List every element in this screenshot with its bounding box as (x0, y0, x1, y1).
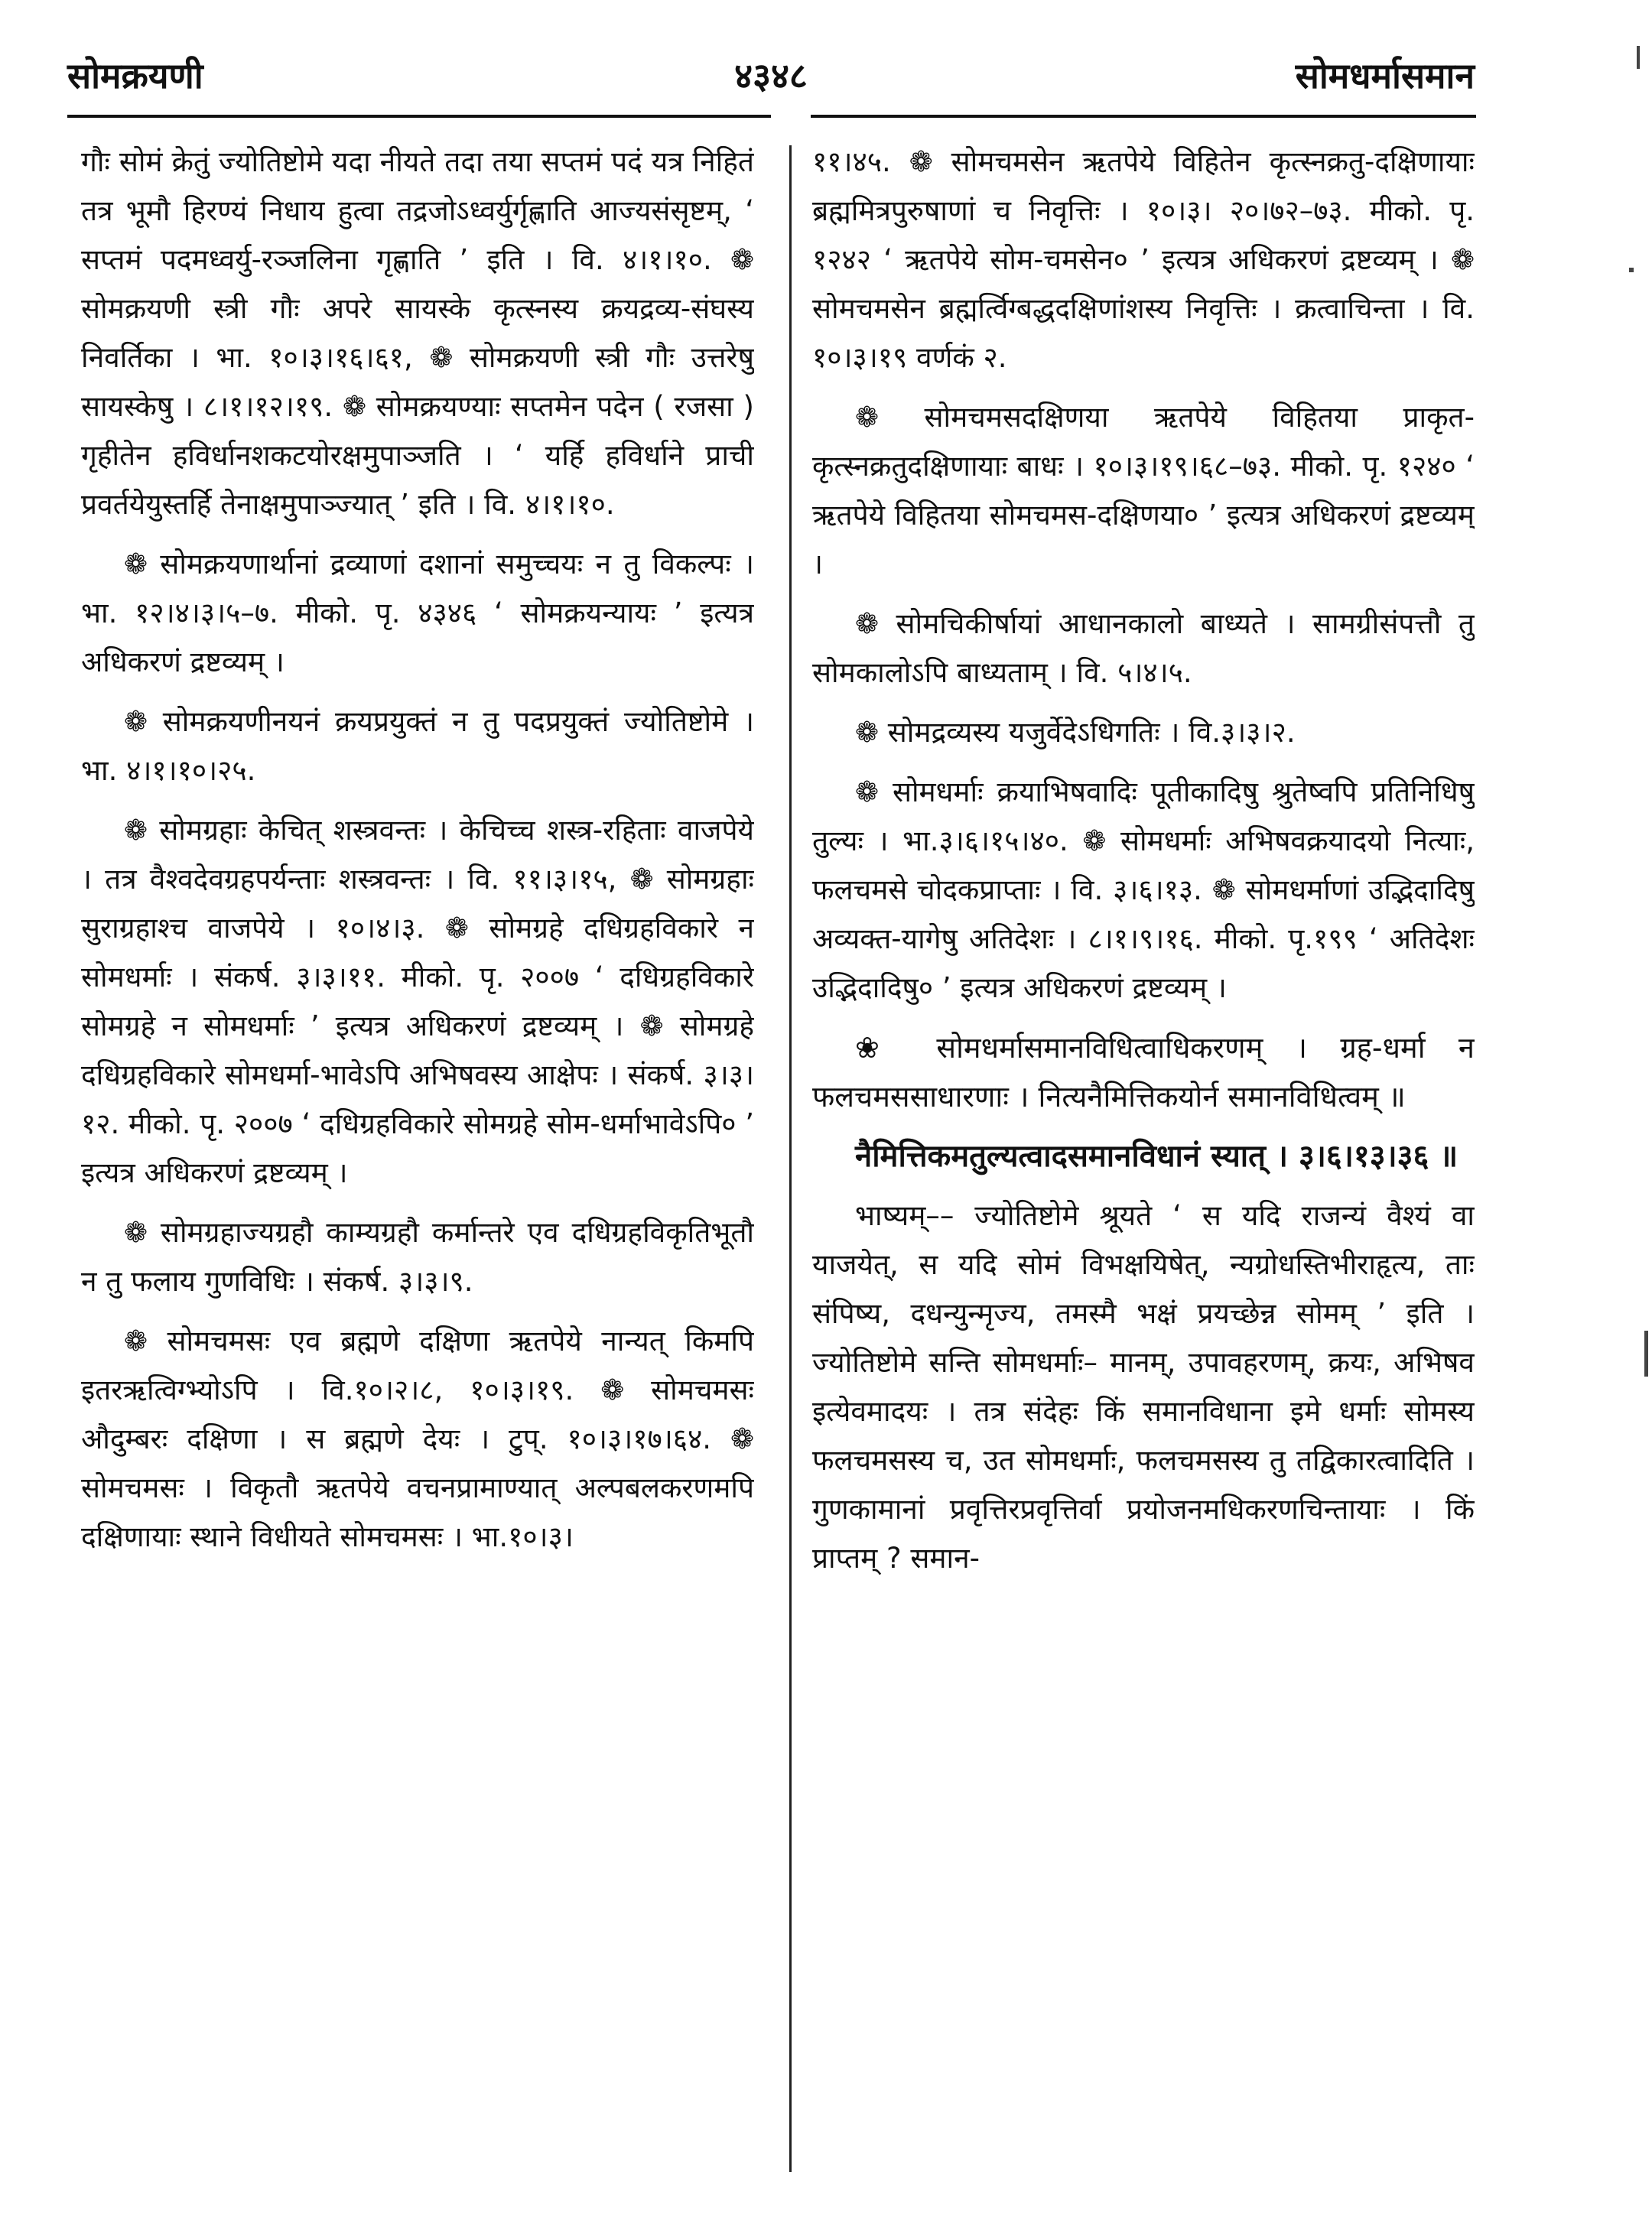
header-left-keyword: सोमक्रयणी (67, 55, 203, 96)
entry-paragraph: ❁ सोमधर्माः क्रयाभिषवादिः पूतीकादिषु श्रुतेष्वपि प्रतिनिधिषु तुल्यः । भा.३।६।१५।४०. ❁ सोमधर्माः अभिषवक्रयादयो नित्याः, फलचमसे चोदकप्राप्ताः । वि. ३।६।१३. ❁ सोमधर्माणां उद्भिदादिषु अव्यक्त-यागेषु अतिदेशः । ८।१।९।१६. मीको. पृ.१९९ ‘ अतिदेशः उद्भिदादिषु० ’ इत्यत्र अधिकरणं द्रष्टव्यम् । (812, 775, 1475, 1004)
running-header (67, 37, 1475, 113)
column-divider (789, 145, 792, 2172)
page-number: ४३४८ (734, 55, 808, 96)
entry-paragraph: ११।४५. ❁ सोमचमसेन ऋतपेये विहितेन कृत्स्नक्रतु-दक्षिणायाः ब्रह्ममित्रपुरुषाणां च निवृत्तिः । १०।३। २०।७२–७३. मीको. पृ. १२४२ ‘ ऋतपेये सोम-चमसेन० ’ इत्यत्र अधिकरणं द्रष्टव्यम् । ❁ सोमचमसेन ब्रह्मर्त्विग्बद्धदक्षिणांशस्य निवृत्तिः । क्रत्वाचिन्ता । वि. १०।३।१९ वर्णकं २. (812, 145, 1475, 374)
sutra-text: नैमित्तिकमतुल्यत्वादसमानविधानं स्यात् । ३।६।१३।३६ ॥ (855, 1139, 1459, 1174)
scan-speck (1629, 268, 1634, 272)
entry-paragraph: ❁ सोमक्रयणार्थानां द्रव्याणां दशानां समुच्चयः न तु विकल्पः । भा. १२।४।३।५–७. मीको. पृ. ४३४६ ‘ सोमक्रयन्यायः ’ इत्यत्र अधिकरणं द्रष्टव्यम् । (81, 548, 754, 678)
adhikarana-heading: ❀ सोमधर्मासमानविधित्वाधिकरणम् । ग्रह-धर्मा न फलचमससाधारणाः । नित्यनैमित्तिकयोर्न समानविधित्वम् ॥ (812, 1031, 1475, 1114)
scan-speck (1644, 1331, 1648, 1377)
header-rule-left (67, 115, 771, 118)
entry-paragraph: ❁ सोमचमसदक्षिणया ऋतपेये विहितया प्राकृत-कृत्स्नक्रतुदक्षिणायाः बाधः । १०।३।१९।६८–७३. मीको. पृ. १२४० ‘ ऋतपेये विहितया सोमचमस-दक्षिणया० ’ इत्यत्र अधिकरणं द्रष्टव्यम् । (812, 401, 1475, 580)
header-rule-right (811, 115, 1476, 118)
entry-paragraph: ❁ सोमग्रहाः केचित् शस्त्रवन्तः । केचिच्च शस्त्र-रहिताः वाजपेये । तत्र वैश्वदेवग्रहपर्यन्ताः शस्त्रवन्तः । वि. ११।३।१५, ❁ सोमग्रहाः सुराग्रहाश्च वाजपेये । १०।४।३. ❁ सोमग्रहे दधिग्रहविकारे न सोमधर्माः । संकर्ष. ३।३।११. मीको. पृ. २००७ ‘ दधिग्रहविकारे सोमग्रहे न सोमधर्माः ’ इत्यत्र अधिकरणं द्रष्टव्यम् । ❁ सोमग्रहे दधिग्रहविकारे सोमधर्मा-भावेऽपि अभिषवस्य आक्षेपः । संकर्ष. ३।३।१२. मीको. पृ. २००७ ‘ दधिग्रहविकारे सोमग्रहे सोम-धर्माभावेऽपि० ’ इत्यत्र अधिकरणं द्रष्टव्यम् । (81, 814, 754, 1189)
entry-paragraph: ❁ सोमचमसः एव ब्रह्मणे दक्षिणा ऋतपेये नान्यत् किमपि इतरऋत्विग्भ्योऽपि । वि.१०।२।८, १०।३।१९. ❁ सोमचमसः औदुम्बरः दक्षिणा । स ब्रह्मणे देयः । टुप्. १०।३।१७।६४. ❁ सोमचमसः । विकृतौ ऋतपेये वचनप्रामाण्यात् अल्पबलकरणमपि दक्षिणायाः स्थाने विधीयते सोमचमसः । भा.१०।३। (81, 1325, 754, 1553)
bhashya-paragraph: भाष्यम्–– ज्योतिष्टोमे श्रूयते ‘ स यदि राजन्यं वैश्यं वा याजयेत्, स यदि सोमं विभक्षयिषेत्, न्यग्रोधस्तिभीराहृत्य, ताः संपिष्य, दधन्युन्मृज्य, तमस्मै भक्षं प्रयच्छेन्न सोमम् ’ इति । ज्योतिष्टोमे सन्ति सोमधर्माः– मानम्, उपावहरणम्, क्रयः, अभिषव इत्येवमादयः । तत्र संदेहः किं समानविधाना इमे धर्माः सोमस्य फलचमसस्य च, उत सोमधर्माः, फलचमसस्य तु तद्विकारत्वादिति । गुणकामानां प्रवृत्तिरप्रवृत्तिर्वा प्रयोजनमधिकरणचिन्तायाः । किं प्राप्तम् ? समान- (812, 1199, 1475, 1575)
entry-paragraph: ❁ सोमचिकीर्षायां आधानकालो बाध्यते । सामग्रीसंपत्तौ तु सोमकालोऽपि बाध्यताम् । वि. ५।४।५. (812, 607, 1475, 689)
entry-paragraph: ❁ सोमक्रयणीनयनं क्रयप्रयुक्तं न तु पदप्रयुक्तं ज्योतिष्टोमे । भा. ४।१।१०।२५. (81, 705, 754, 787)
left-column (81, 138, 754, 2187)
right-column (812, 138, 1475, 2187)
entry-paragraph: ❁ सोमद्रव्यस्य यजुर्वेदेऽधिगतिः । वि.३।३।२. (855, 716, 1296, 749)
entry-paragraph: ❁ सोमग्रहाज्यग्रहौ काम्यग्रहौ कर्मान्तरे एव दधिग्रहविकृतिभूतौ न तु फलाय गुणविधिः । संकर्ष. ३।३।९. (81, 1216, 754, 1298)
header-right-keyword: सोमधर्मासमान (1295, 55, 1475, 96)
entry-paragraph: गौः सोमं क्रेतुं ज्योतिष्टोमे यदा नीयते तदा तया सप्तमं पदं यत्र निहितं तत्र भूमौ हिरण्यं निधाय हुत्वा तद्रजोऽध्वर्युर्गृह्णाति आज्यसंसृष्टम्, ‘ सप्तमं पदमध्वर्यु-रञ्जलिना गृह्णाति ’ इति । वि. ४।१।१०. ❁ सोमक्रयणी स्त्री गौः अपरे सायस्के कृत्स्नस्य क्रयद्रव्य-संघस्य निवर्तिका । भा. १०।३।१६।६१, ❁ सोमक्रयणी स्त्री गौः उत्तरेषु सायस्केषु । ८।१।१२।१९. ❁ सोमक्रयण्याः सप्तमेन पदेन ( रजसा ) गृहीतेन हविर्धानशकटयोरक्षमुपाञ्जति । ‘ यर्हि हविर्धाने प्राची प्रवर्तयेयुस्तर्हि तेनाक्षमुपाञ्ज्यात् ’ इति । वि. ४।१।१०. (81, 145, 754, 521)
scan-speck (1637, 46, 1640, 69)
